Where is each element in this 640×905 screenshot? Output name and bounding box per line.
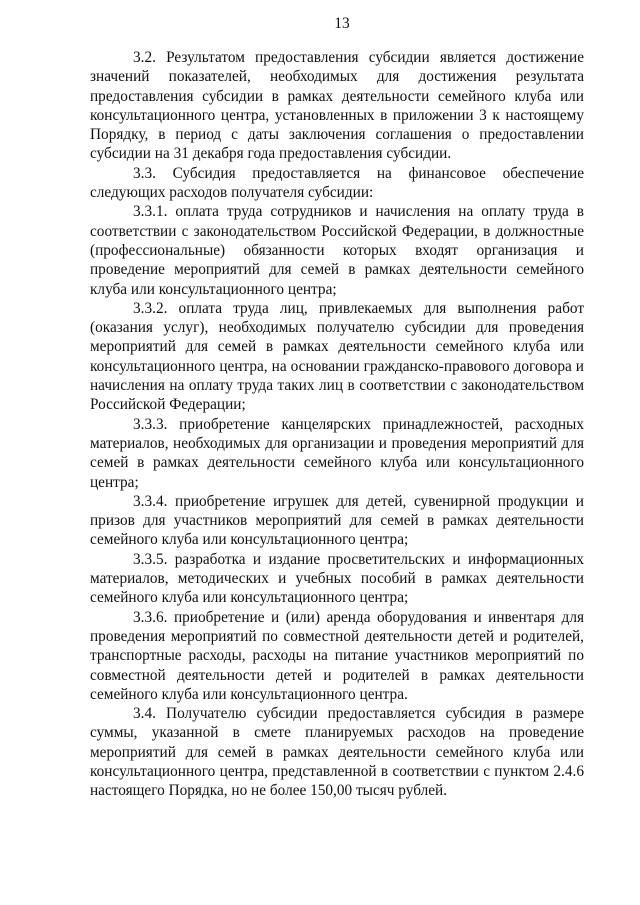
page-number: 13 <box>334 15 350 32</box>
paragraph-3-3-1: 3.3.1. оплата труда сотрудников и начисления на оплату труда в соответствии с законодательством Российской Федерации, в должностные (профессиональные) обязанности которых входят организация и проведение мероприятий для семей в рамках деятельности семейного клуба или консультационного центра; <box>90 203 584 298</box>
paragraph-3-4: 3.4. Получателю субсидии предоставляется субсидия в размере суммы, указанной в смете планируемых расходов на проведение мероприятий для семей в рамках деятельности семейного клуба или консультационного центра, представленной в соответствии с пунктом 2.4.6 настоящего Порядка, но не более 150,00 тысяч рублей. <box>90 705 584 800</box>
paragraph-3-3-6: 3.3.6. приобретение и (или) аренда оборудования и инвентаря для проведения мероприятий по совместной деятельности детей и родителей, транспортные расходы, расходы на питание участников мероприятий по совместной деятельности детей и родителей в рамках деятельности семейного клуба или консультационного центра. <box>90 608 584 703</box>
paragraph-3-3-5: 3.3.5. разработка и издание просветительских и информационных материалов, методических и учебных пособий в рамках деятельности семейного клуба или консультационного центра; <box>90 550 584 607</box>
paragraph-3-3-2: 3.3.2. оплата труда лиц, привлекаемых для выполнения работ (оказания услуг), необходимых получателю субсидии для проведения мероприятий для семей в рамках деятельности семейного клуба или консультационного центра, на основании гражданско-правового договора и начисления на оплату труда таких лиц в соответствии с законодательством Российской Федерации; <box>90 299 584 414</box>
paragraph-3-3-4: 3.3.4. приобретение игрушек для детей, сувенирной продукции и призов для участников мероприятий для семей в рамках деятельности семейного клуба или консультационного центра; <box>90 492 584 549</box>
paragraph-3-3: 3.3. Субсидия предоставляется на финансовое обеспечение следующих расходов получателя субсидии: <box>90 164 584 202</box>
document-page <box>90 14 584 801</box>
paragraph-3-2: 3.2. Результатом предоставления субсидии является достижение значений показателей, необходимых для достижения результата предоставления субсидии в рамках деятельности семейного клуба или консультационного центра, установленных в приложении 3 к настоящему Порядку, в период с даты заключения соглашения о предоставлении субсидии на 31 декабря года предоставления субсидии. <box>90 49 584 163</box>
paragraph-3-3-3: 3.3.3. приобретение канцелярских принадлежностей, расходных материалов, необходимых для организации и проведения мероприятий для семей в рамках деятельности семейного клуба или консультационного центра; <box>90 415 584 491</box>
